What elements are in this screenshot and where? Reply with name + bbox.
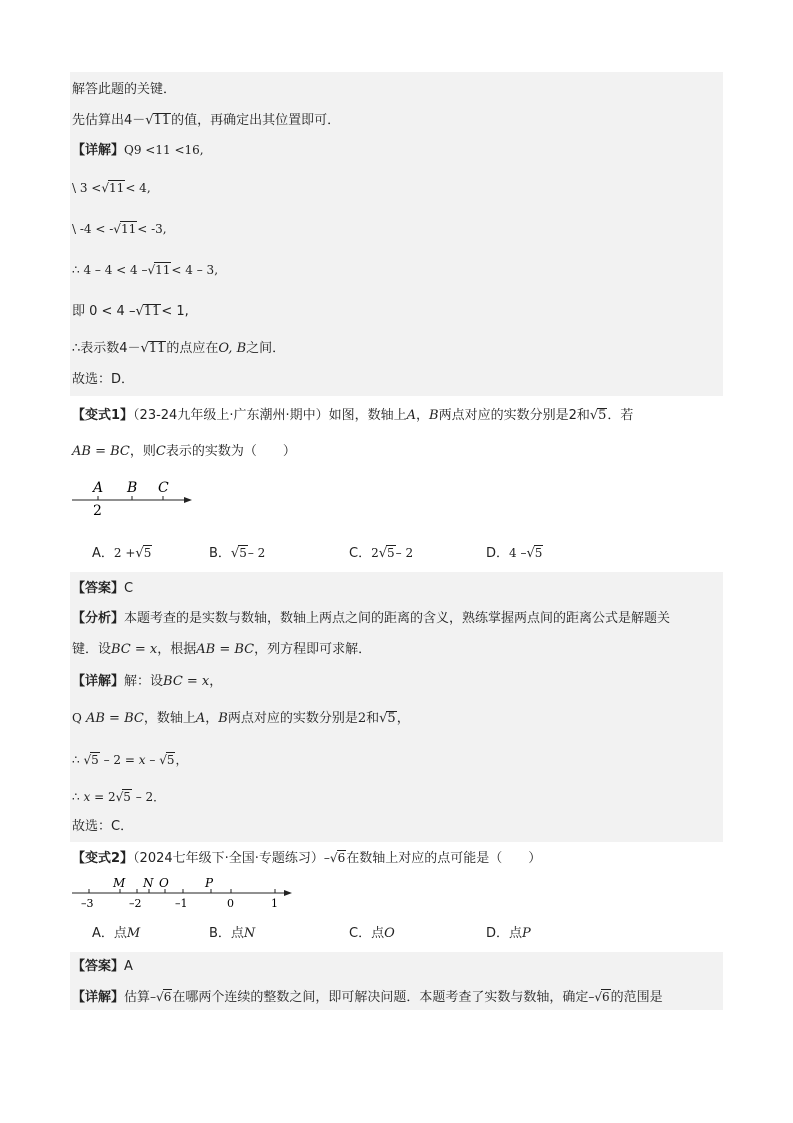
conclusion-line: ∴表示数4－√11的点应在O, B之间． [72, 341, 286, 356]
detail-line: 【详解】Q9 <11 <16, [72, 143, 204, 158]
label-o: O [159, 876, 169, 890]
option-2b[interactable]: B．点N [209, 926, 256, 941]
ineq-line-1: \ 3 <√11< 4, [72, 181, 151, 195]
analysis-2: 键．设BC = x，根据AB = BC，列方程即可求解． [72, 642, 372, 657]
detail-1: 【详解】解：设BC = x， [72, 674, 223, 689]
text-line-2: 先估算出4－√11的值，再确定出其位置即可． [72, 113, 341, 128]
label-1: 1 [271, 897, 278, 910]
label-neg3: –3 [81, 897, 94, 910]
option-2a[interactable]: A．点M [92, 926, 141, 941]
question-1-line-2: AB = BC，则C表示的实数为（ ） [72, 444, 296, 459]
question-2: 【变式2】（2024七年级下·全国·专题练习）–√6在数轴上对应的点可能是（ ） [72, 851, 542, 866]
detail-3: ∴ √5 – 2 = x – √5， [72, 753, 188, 767]
label-p: P [205, 876, 214, 890]
option-b[interactable]: B．√5– 2 [209, 546, 266, 561]
choose-line-1: 故选：D． [72, 372, 135, 387]
answer-1: 【答案】C [72, 581, 134, 596]
answer-2: 【答案】A [72, 959, 133, 974]
label-b: B [127, 480, 138, 496]
question-1: 【变式1】（23-24九年级上·广东潮州·期中）如图，数轴上A，B两点对应的实数分别是2和√5．若 [72, 408, 634, 423]
option-d[interactable]: D．4 –√5 [486, 546, 543, 561]
ineq-line-4: 即 0 < 4 –√11< 1, [72, 304, 189, 319]
label-neg2: –2 [129, 897, 142, 910]
label-neg1: –1 [175, 897, 188, 910]
label-0: 0 [227, 897, 234, 910]
label-c: C [158, 480, 169, 496]
label-m: M [113, 876, 126, 890]
label-2: 2 [93, 503, 102, 518]
choose-line-2: 故选：C． [72, 819, 134, 834]
text-line-1: 解答此题的关键． [72, 82, 177, 97]
option-c[interactable]: C．2√5– 2 [349, 546, 414, 561]
label-a: A [93, 480, 104, 496]
detail-4: ∴ x = 2√5 – 2． [72, 790, 166, 804]
option-2c[interactable]: C．点O [349, 926, 395, 941]
analysis-1: 【分析】本题考查的是实数与数轴，数轴上两点之间的距离的含义，熟练掌握两点间的距离公式是解题关 [72, 611, 671, 626]
number-line-1 [70, 478, 200, 518]
label-n: N [143, 876, 154, 890]
axis-1-arrow [184, 497, 192, 503]
ineq-line-3: ∴ 4 – 4 < 4 –√11< 4 – 3, [72, 263, 219, 277]
axis-2-arrow [284, 890, 292, 896]
option-2d[interactable]: D．点P [486, 926, 531, 941]
detail-q2: 【详解】估算–√6在哪两个连续的整数之间，即可解决问题．本题考查了实数与数轴，确定–√6的范围是 [72, 990, 663, 1005]
ineq-line-2: \ -4 < -√11< -3, [72, 222, 167, 236]
number-line-2 [70, 876, 300, 910]
option-a[interactable]: A．2 +√5 [92, 546, 152, 561]
detail-2: Q AB = BC，数轴上A，B两点对应的实数分别是2和√5， [72, 711, 410, 726]
